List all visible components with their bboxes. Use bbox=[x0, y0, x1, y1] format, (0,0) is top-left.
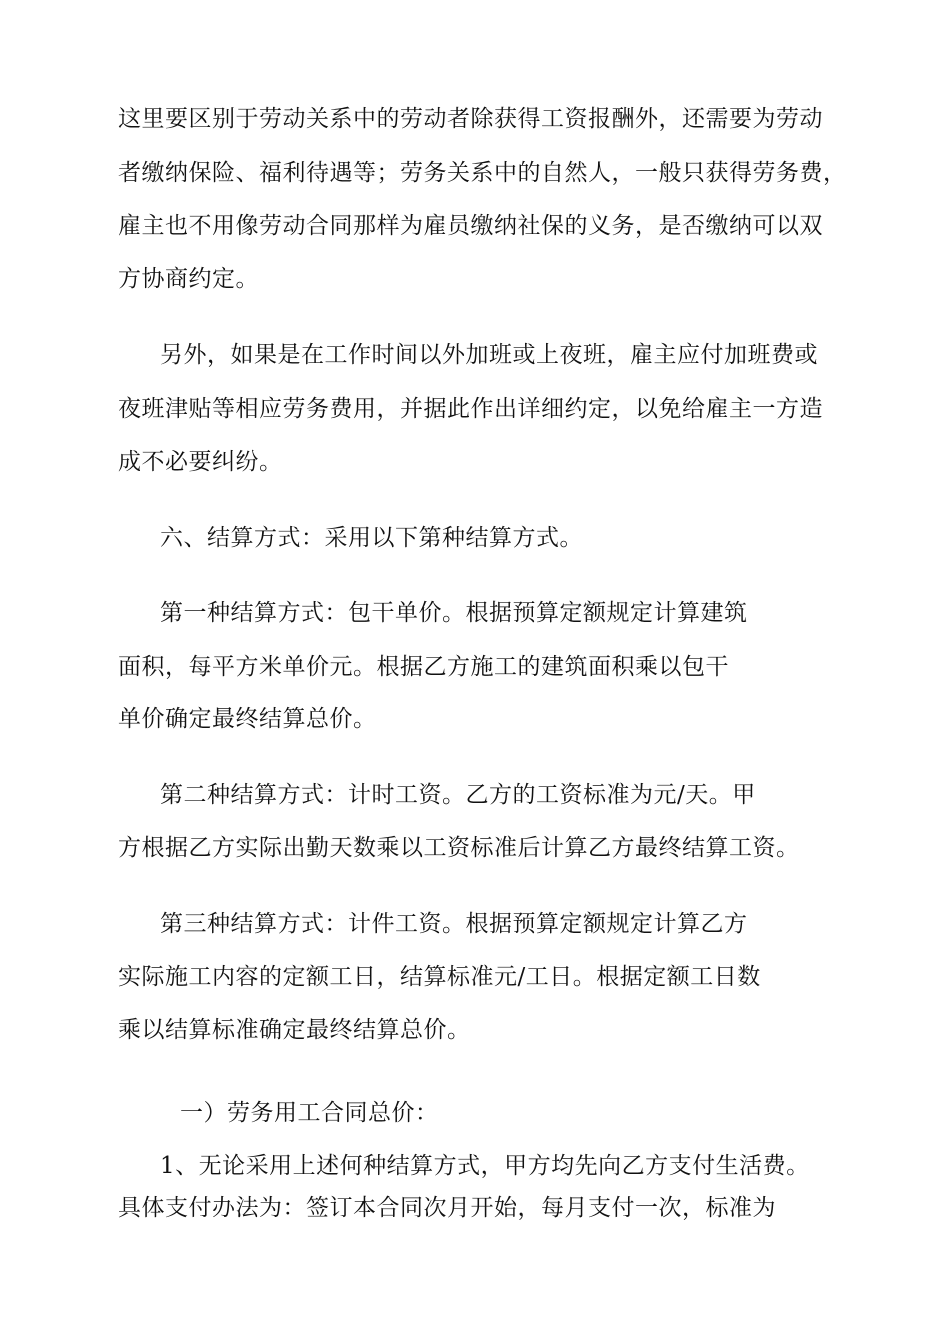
paragraph-line: 者缴纳保险、福利待遇等；劳务关系中的自然人，一般只获得劳务费， bbox=[118, 160, 847, 186]
paragraph-line: 第二种结算方式：计时工资。乙方的工资标准为元/天。甲 bbox=[160, 782, 756, 808]
paragraph-line: 方根据乙方实际出勤天数乘以工资标准后计算乙方最终结算工资。 bbox=[118, 835, 800, 861]
paragraph-line: 单价确定最终结算总价。 bbox=[118, 706, 377, 732]
paragraph-line: 乘以结算标准确定最终结算总价。 bbox=[118, 1017, 471, 1043]
list-item-line: 1、无论采用上述何种结算方式，甲方均先向乙方支付生活费。 bbox=[160, 1153, 810, 1179]
paragraph-line: 第一种结算方式：包干单价。根据预算定额规定计算建筑 bbox=[160, 600, 748, 626]
paragraph-line: 面积，每平方米单价元。根据乙方施工的建筑面积乘以包干 bbox=[118, 654, 729, 680]
paragraph-line: 这里要区别于劳动关系中的劳动者除获得工资报酬外，还需要为劳动 bbox=[118, 106, 823, 132]
paragraph-line: 方协商约定。 bbox=[118, 266, 259, 292]
paragraph-line: 第三种结算方式：计件工资。根据预算定额规定计算乙方 bbox=[160, 911, 748, 937]
paragraph-line: 夜班津贴等相应劳务费用，并据此作出详细约定，以免给雇主一方造 bbox=[118, 396, 823, 422]
paragraph-line: 另外，如果是在工作时间以外加班或上夜班，雇主应付加班费或 bbox=[160, 342, 818, 368]
paragraph-line: 雇主也不用像劳动合同那样为雇员缴纳社保的义务，是否缴纳可以双 bbox=[118, 213, 823, 239]
paragraph-line: 成不必要纠纷。 bbox=[118, 449, 283, 475]
list-item-line: 具体支付办法为：签订本合同次月开始，每月支付一次，标准为 bbox=[118, 1195, 776, 1221]
paragraph-line: 实际施工内容的定额工日，结算标准元/工日。根据定额工日数 bbox=[118, 964, 761, 990]
subsection-heading: 一）劳务用工合同总价： bbox=[180, 1100, 439, 1126]
section-heading: 六、结算方式：采用以下第种结算方式。 bbox=[160, 525, 583, 551]
